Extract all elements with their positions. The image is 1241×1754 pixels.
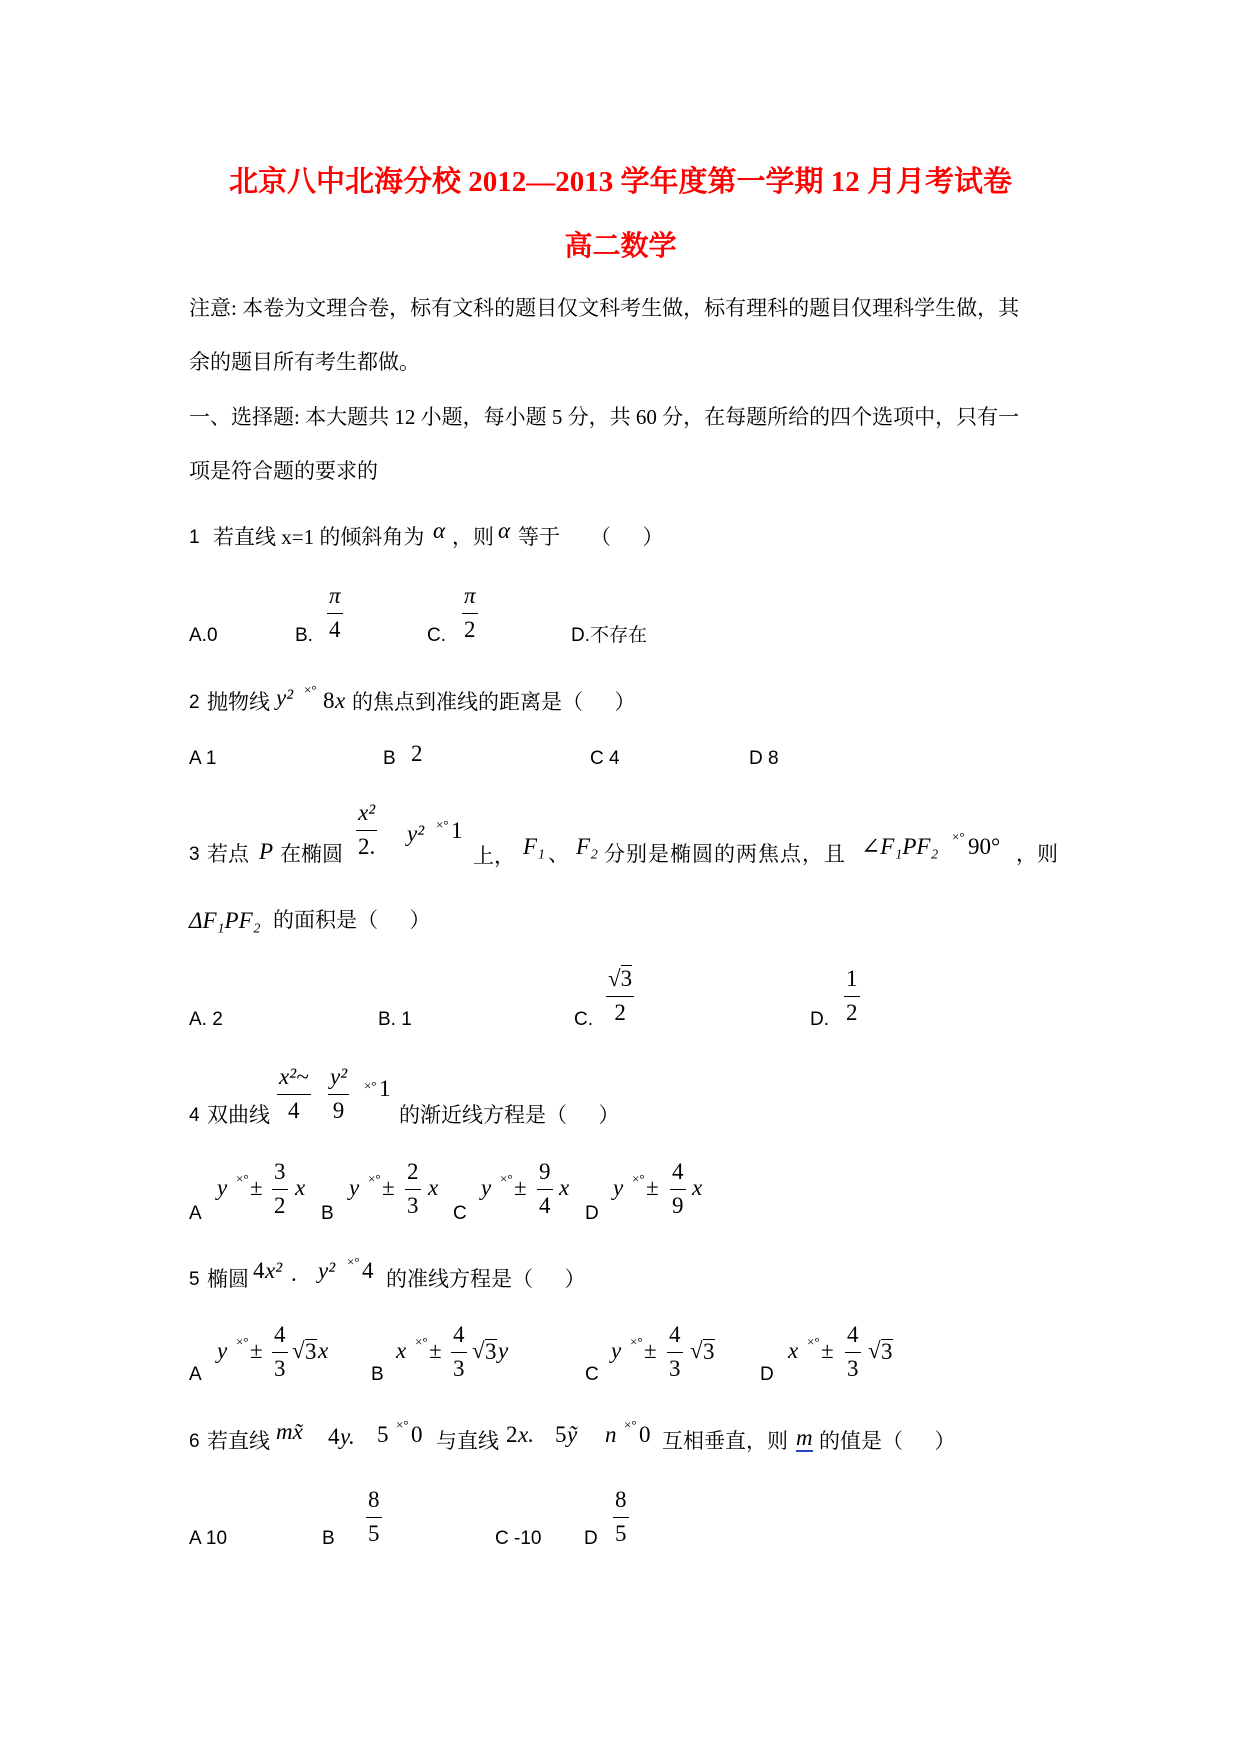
option-a: A. 2 xyxy=(189,1009,223,1030)
notice-line-2: 余的题目所有考生都做。 xyxy=(189,350,420,374)
fraction-numerator: 8 xyxy=(615,1487,627,1512)
math-variable: y xyxy=(481,1175,492,1200)
radicand: 3 xyxy=(881,1339,893,1364)
option-d-label: D xyxy=(584,1528,598,1549)
question-stem: 若直线 x=1 的倾斜角为 xyxy=(213,525,425,549)
math-variable: y xyxy=(613,1175,624,1200)
math-term: n xyxy=(605,1422,617,1447)
fraction-bar xyxy=(405,1189,421,1190)
question-number: 6 xyxy=(189,1431,200,1452)
math-variable: y xyxy=(498,1338,509,1363)
math-angle: ∠F₁PF₂ xyxy=(861,834,939,859)
fraction-numerator: 4 xyxy=(453,1322,465,1347)
math-plus-minus: ± xyxy=(250,1175,263,1200)
notice-line-1: 注意: 本卷为文理合卷，标有文科的题目仅文科考生做，标有理科的题目仅理科学生做，其 xyxy=(189,296,1020,320)
question-stem: ，则 xyxy=(1016,842,1058,866)
sqrt-sign: √ xyxy=(868,1338,881,1363)
math-variable: x xyxy=(295,1175,306,1200)
option-d-fraction xyxy=(613,1488,629,1545)
fraction-numerator: 4 xyxy=(847,1322,859,1347)
math-equals-glyph: ×° xyxy=(415,1334,428,1349)
option-label: B xyxy=(321,1203,334,1224)
radicand: 3 xyxy=(485,1339,497,1364)
math-term: y. xyxy=(340,1424,355,1449)
option-fraction xyxy=(272,1160,288,1217)
fraction-numerator: 3 xyxy=(274,1159,286,1184)
fraction-bar xyxy=(670,1189,686,1190)
math-angle-value: 90° xyxy=(968,834,1001,859)
question-number: 4 xyxy=(189,1105,200,1126)
question-stem: 的准线方程是（ ） xyxy=(386,1267,586,1291)
math-equals-glyph: ×° xyxy=(236,1334,249,1349)
math-rhs: 0 xyxy=(639,1422,651,1447)
option-label: C xyxy=(585,1364,599,1385)
math-point-p: P xyxy=(259,839,274,864)
math-variable: x xyxy=(335,688,346,713)
fraction-bar xyxy=(277,1094,311,1095)
math-coefficient: 8 xyxy=(323,688,335,713)
radicand: 3 xyxy=(305,1339,317,1364)
math-equals-glyph: ×° xyxy=(304,682,317,697)
question-number: 3 xyxy=(189,844,200,865)
option-fraction xyxy=(670,1160,686,1217)
question-number: 5 xyxy=(189,1269,200,1290)
fraction-denominator: 3 xyxy=(274,1356,286,1381)
fraction-numerator: 4 xyxy=(274,1322,286,1347)
math-variable: y xyxy=(217,1175,228,1200)
fraction-bar xyxy=(845,1352,861,1353)
math-focus-f2: F₂ xyxy=(576,834,599,859)
option-a: A 1 xyxy=(189,748,217,769)
option-d: D.不存在 xyxy=(571,625,648,646)
option-fraction xyxy=(845,1323,861,1380)
math-equals-glyph: ×° xyxy=(624,1417,637,1432)
option-c: C 4 xyxy=(590,748,620,769)
option-label: D xyxy=(760,1364,774,1385)
option-b-label: B. xyxy=(295,625,313,646)
math-variable: y xyxy=(349,1175,360,1200)
fraction-bar xyxy=(366,1517,382,1518)
question-stem: 的焦点到准线的距离是（ ） xyxy=(352,690,636,714)
fraction-denominator: 4 xyxy=(329,617,341,642)
hyperbola-fraction-x xyxy=(277,1065,311,1122)
fraction-bar xyxy=(272,1189,288,1190)
option-b-label: B xyxy=(322,1528,335,1549)
fraction-denominator: 2 xyxy=(464,617,476,642)
math-y-squared: y² xyxy=(318,1258,336,1283)
option-c-label: C. xyxy=(427,625,446,646)
option-a: A.0 xyxy=(189,625,218,646)
fraction-numerator: x² xyxy=(358,800,376,825)
question-stem: 双曲线 xyxy=(207,1103,270,1127)
math-variable: x xyxy=(692,1175,703,1200)
option-label: A xyxy=(189,1364,202,1385)
math-plus-minus: ± xyxy=(644,1338,657,1363)
fraction-denominator: 2 xyxy=(274,1193,286,1218)
fraction-denominator: 3 xyxy=(847,1356,859,1381)
math-equals-glyph: ×° xyxy=(807,1334,820,1349)
math-y-squared: y² xyxy=(407,821,425,846)
question-stem: 与直线 xyxy=(436,1429,499,1453)
math-triangle: ΔF₁PF₂ xyxy=(189,908,261,933)
fraction-bar xyxy=(537,1189,553,1190)
option-b: B. 1 xyxy=(378,1009,412,1030)
option-c: C -10 xyxy=(495,1528,542,1549)
question-stem: 分别是椭圆的两焦点，且 xyxy=(604,842,846,866)
question-stem: 若点 xyxy=(207,842,249,866)
option-d-label: D. xyxy=(810,1009,829,1030)
section-heading-line-1: 一、选择题: 本大题共 12 小题，每小题 5 分，共 60 分，在每题所给的四个选项中，只有一 xyxy=(189,405,1020,429)
math-variable: x xyxy=(559,1175,570,1200)
fraction-bar xyxy=(327,613,343,614)
math-y-squared: y² xyxy=(276,685,294,710)
math-equals-glyph: ×° xyxy=(500,1171,513,1186)
option-fraction xyxy=(667,1323,683,1380)
fraction-numerator: 1 xyxy=(846,966,858,991)
fraction-denominator: 5 xyxy=(615,1521,627,1546)
option-fraction xyxy=(537,1160,553,1217)
math-plus-minus: ± xyxy=(646,1175,659,1200)
option-b-value: 2 xyxy=(411,741,423,766)
separator: 、 xyxy=(548,842,569,866)
math-equals-glyph: ×° xyxy=(632,1171,645,1186)
fraction-bar xyxy=(328,1094,349,1095)
option-d: D 8 xyxy=(749,748,779,769)
sqrt-sign: √ xyxy=(472,1338,485,1363)
fraction-numerator: π xyxy=(464,583,476,608)
math-term: mx̃ xyxy=(276,1419,303,1444)
fraction-denominator: 3 xyxy=(453,1356,465,1381)
math-term: ỹ xyxy=(567,1422,578,1447)
math-alpha: α xyxy=(498,518,511,543)
option-label: D xyxy=(585,1203,599,1224)
question-number: 1 xyxy=(189,527,200,548)
math-term: x. xyxy=(518,1422,534,1447)
math-plus-minus: ± xyxy=(429,1338,442,1363)
question-stem: ，则 xyxy=(452,525,494,549)
option-label: C xyxy=(453,1203,467,1224)
fraction-bar xyxy=(451,1352,467,1353)
fraction-denominator: 2. xyxy=(358,834,376,859)
fraction-numerator: 4 xyxy=(672,1159,684,1184)
math-variable-m: m xyxy=(796,1425,813,1450)
option-fraction xyxy=(451,1323,467,1380)
math-equals-glyph: ×° xyxy=(630,1334,643,1349)
fraction-bar xyxy=(844,996,860,997)
question-stem: 的面积是（ ） xyxy=(273,908,431,932)
option-d-fraction xyxy=(844,967,860,1024)
fraction-bar xyxy=(613,1517,629,1518)
math-variable: y xyxy=(217,1338,228,1363)
option-label: A xyxy=(189,1203,202,1224)
fraction-denominator: 2 xyxy=(846,1000,858,1025)
math-coefficient: 4 xyxy=(328,1424,340,1449)
math-dot: . xyxy=(291,1261,297,1286)
question-stem: 若直线 xyxy=(207,1429,270,1453)
question-stem: 等于 xyxy=(518,525,560,549)
sqrt-sign: √ xyxy=(292,1338,305,1363)
question-stem: 的渐近线方程是（ ） xyxy=(399,1103,620,1127)
math-focus-f1: F₁ xyxy=(523,834,546,859)
math-equals-glyph: ×° xyxy=(396,1417,409,1432)
option-c-label: C. xyxy=(574,1009,593,1030)
math-variable: x xyxy=(318,1338,329,1363)
math-variable: x xyxy=(428,1175,439,1200)
fraction-bar xyxy=(356,830,377,831)
fraction-numerator: x²~ xyxy=(279,1064,309,1089)
fraction-numerator xyxy=(606,967,634,990)
math-equals-glyph: ×° xyxy=(236,1171,249,1186)
sqrt-sign: √ xyxy=(608,966,621,991)
ellipse-fraction xyxy=(356,801,377,858)
option-fraction xyxy=(405,1160,421,1217)
math-coefficient: 5 xyxy=(555,1422,567,1447)
radicand: 3 xyxy=(703,1339,715,1364)
math-plus-minus: ± xyxy=(250,1338,263,1363)
math-x-squared: x² xyxy=(265,1258,283,1283)
math-rhs: 4 xyxy=(362,1258,374,1283)
math-rhs: 1 xyxy=(379,1076,391,1101)
radicand: 3 xyxy=(620,966,633,991)
fraction-bar xyxy=(462,613,478,614)
math-variable: x xyxy=(788,1338,799,1363)
fraction-bar xyxy=(606,996,634,997)
fraction-denominator: 9 xyxy=(332,1098,345,1123)
option-a: A 10 xyxy=(189,1528,228,1549)
question-stem: 抛物线 xyxy=(207,690,270,714)
question-stem: 椭圆 xyxy=(207,1267,249,1291)
hyperbola-fraction-y xyxy=(328,1065,349,1122)
question-number: 2 xyxy=(189,692,200,713)
math-coefficient: 2 xyxy=(506,1422,518,1447)
question-stem: 的值是（ ） xyxy=(819,1429,956,1453)
fraction-numerator: y² xyxy=(330,1064,348,1089)
fraction-denominator: 3 xyxy=(407,1193,419,1218)
fraction-denominator: 4 xyxy=(539,1193,551,1218)
math-equals-glyph: ×° xyxy=(436,817,449,832)
fraction-numerator: π xyxy=(329,583,341,608)
option-b-fraction xyxy=(366,1488,382,1545)
answer-parentheses: （ ） xyxy=(590,525,664,549)
fraction-denominator: 3 xyxy=(669,1356,681,1381)
option-c-fraction xyxy=(606,967,634,1024)
math-rhs: 0 xyxy=(411,1422,423,1447)
fraction-bar xyxy=(272,1352,288,1353)
option-c-fraction xyxy=(462,584,478,641)
fraction-numerator: 8 xyxy=(368,1487,380,1512)
section-heading-line-2: 项是符合题的要求的 xyxy=(189,459,378,483)
option-label: B xyxy=(371,1364,384,1385)
option-b-fraction xyxy=(327,584,343,641)
fraction-bar xyxy=(667,1352,683,1353)
sqrt-sign: √ xyxy=(690,1338,703,1363)
exam-subtitle: 高二数学 xyxy=(564,231,677,262)
fraction-numerator: 2 xyxy=(407,1159,419,1184)
math-equals-glyph: ×° xyxy=(347,1254,360,1269)
math-rhs: 1 xyxy=(451,818,463,843)
fraction-numerator: 9 xyxy=(539,1159,551,1184)
math-coefficient: 4 xyxy=(253,1258,265,1283)
question-stem: 上， xyxy=(473,844,515,868)
math-equals-glyph: ×° xyxy=(952,829,965,844)
math-alpha: α xyxy=(433,518,446,543)
math-variable: x xyxy=(396,1338,407,1363)
math-equals-glyph: ×° xyxy=(368,1171,381,1186)
fraction-denominator: 4 xyxy=(288,1098,300,1123)
fraction-denominator: 2 xyxy=(614,1000,626,1025)
fraction-denominator: 9 xyxy=(672,1193,684,1218)
fraction-denominator: 5 xyxy=(368,1521,380,1546)
math-plus-minus: ± xyxy=(821,1338,834,1363)
math-variable: y xyxy=(611,1338,622,1363)
math-plus-minus: ± xyxy=(514,1175,527,1200)
math-coefficient: 5 xyxy=(377,1422,389,1447)
question-stem: 在椭圆 xyxy=(280,842,343,866)
math-plus-minus: ± xyxy=(382,1175,395,1200)
option-fraction xyxy=(272,1323,288,1380)
exam-title: 北京八中北海分校 2012—2013 学年度第一学期 12 月月考试卷 xyxy=(228,166,1012,198)
question-stem: 互相垂直，则 xyxy=(662,1429,788,1453)
math-equals-glyph: ×° xyxy=(364,1078,377,1093)
option-b-label: B xyxy=(383,748,396,769)
fraction-numerator: 4 xyxy=(669,1322,681,1347)
